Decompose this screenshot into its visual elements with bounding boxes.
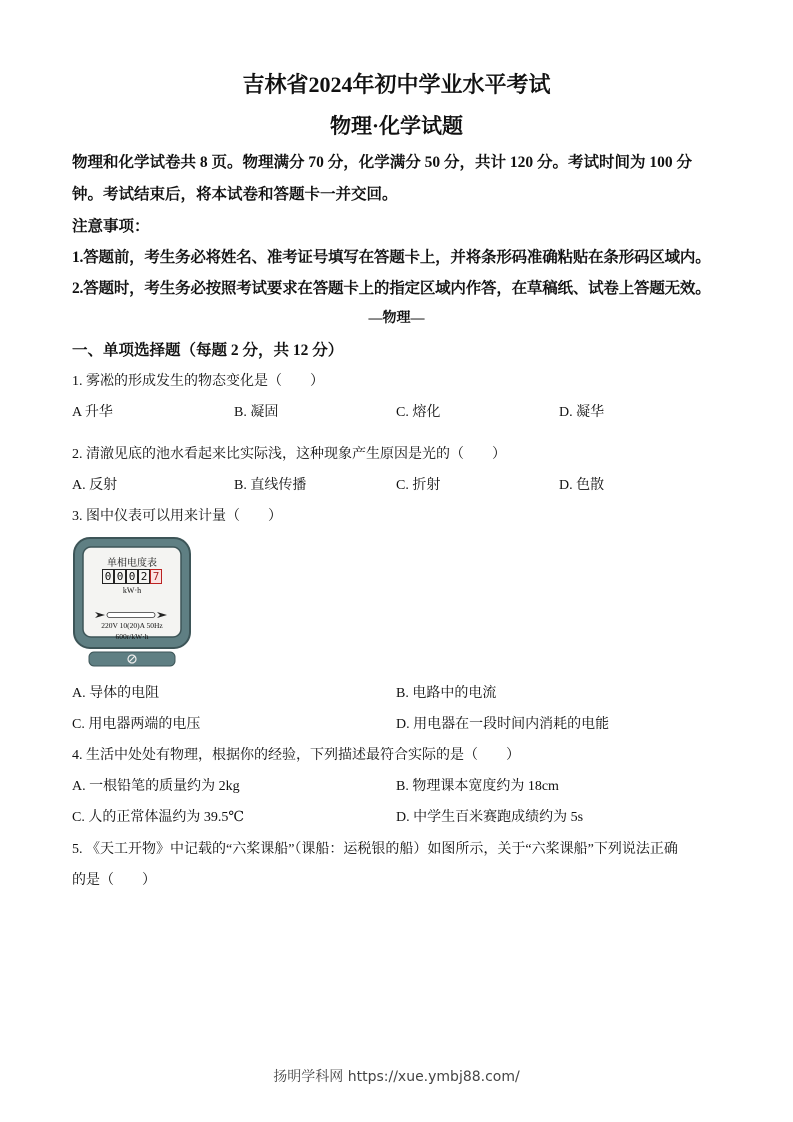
q4-option-a: A. 一根铅笔的质量约为 2kg [72, 779, 240, 794]
section-heading: 一、单项选择题（每题 2 分，共 12 分） [72, 342, 344, 359]
question-5-stem-line-2: 的是（ ） [72, 873, 156, 888]
section-divider: —物理— [368, 311, 425, 326]
q1-option-b: B. 凝固 [234, 405, 279, 420]
q2-option-c: C. 折射 [396, 478, 441, 493]
meter-label: 单相电度表 [107, 558, 157, 569]
meter-digit: 2 [138, 569, 150, 584]
note-item-2: 2.答题时，考生务必按照考试要求在答题卡上的指定区域内作答，在草稿纸、试卷上答题无效。 [72, 280, 711, 297]
meter-digit-decimal: 7 [150, 569, 162, 584]
q1-option-c: C. 熔化 [396, 405, 441, 420]
meter-digit: 0 [102, 569, 114, 584]
q2-option-d: D. 色散 [559, 478, 605, 493]
q4-option-d: D. 中学生百米赛跑成绩约为 5s [396, 810, 584, 825]
meter-constant: 600r/kW·h [115, 632, 149, 641]
question-5-stem-line-1: 5. 《天工开物》中记载的“六桨课船”（课船：运税银的船）如图所示，关于“六桨课船”下列说法正确 [72, 842, 678, 857]
meter-digits [102, 569, 162, 584]
exam-subtitle: 物理·化学试题 [329, 114, 463, 138]
q4-option-b: B. 物理课本宽度约为 18cm [396, 779, 559, 794]
electricity-meter-figure [73, 537, 191, 667]
notes-heading: 注意事项： [72, 218, 150, 235]
q2-option-a: A. 反射 [72, 478, 118, 493]
meter-spec: 220V 10(20)A 50Hz [101, 621, 163, 630]
q1-option-a: A 升华 [72, 405, 113, 420]
q2-option-b: B. 直线传播 [234, 478, 307, 493]
question-3-stem: 3. 图中仪表可以用来计量（ ） [72, 509, 282, 524]
question-2-stem: 2. 清澈见底的池水看起来比实际浅，这种现象产生原因是光的（ ） [72, 447, 506, 462]
q3-option-b: B. 电路中的电流 [396, 686, 497, 701]
meter-digit: 0 [114, 569, 126, 584]
question-1-stem: 1. 雾凇的形成发生的物态变化是（ ） [72, 374, 324, 389]
note-item-1: 1.答题前，考生务必将姓名、准考证号填写在答题卡上，并将条形码准确粘贴在条形码区域内。 [72, 249, 711, 266]
meter-unit: kW·h [122, 586, 142, 595]
q3-option-d: D. 用电器在一段时间内消耗的电能 [396, 717, 610, 732]
q4-option-c: C. 人的正常体温约为 39.5℃ [72, 810, 244, 825]
intro-line-1: 物理和化学试卷共 8 页。物理满分 70 分，化学满分 50 分，共计 120 分。考试时间为 100 分 [72, 154, 693, 171]
question-4-stem: 4. 生活中处处有物理，根据你的经验，下列描述最符合实际的是（ ） [72, 748, 520, 763]
footer-watermark: 扬明学科网 https://xue.ymbj88.com/ [273, 1069, 520, 1085]
exam-title: 吉林省2024年初中学业水平考试 [242, 72, 551, 97]
meter-digit: 0 [126, 569, 138, 584]
q3-option-a: A. 导体的电阻 [72, 686, 160, 701]
q3-option-c: C. 用电器两端的电压 [72, 717, 201, 732]
intro-line-2: 钟。考试结束后，将本试卷和答题卡一并交回。 [72, 186, 398, 203]
q1-option-d: D. 凝华 [559, 405, 605, 420]
